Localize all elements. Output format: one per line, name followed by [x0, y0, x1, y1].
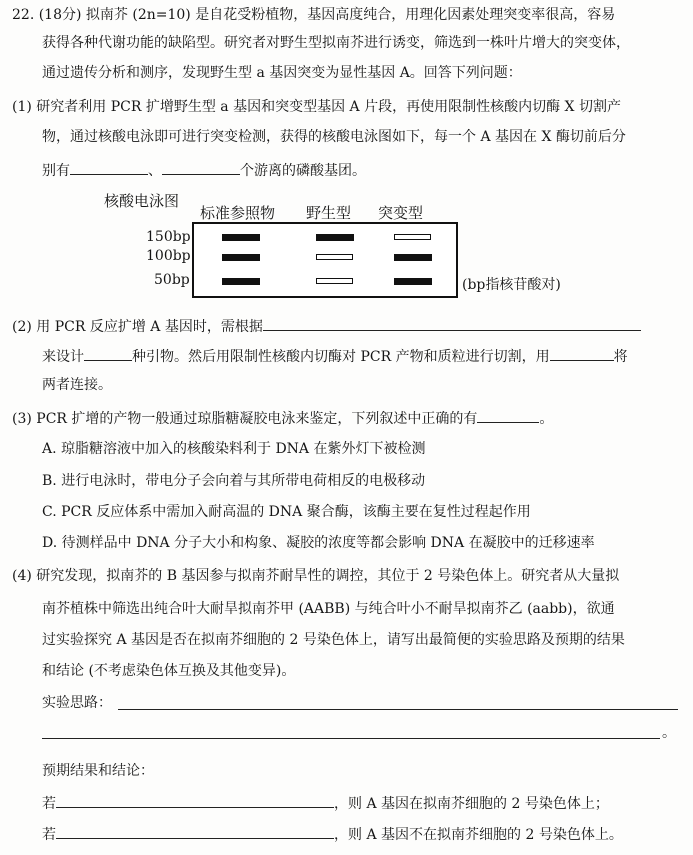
answer-blank-result-1[interactable]	[56, 793, 334, 808]
option-c: C. PCR 反应体系中需加入耐高温的 DNA 聚合酶，该酶主要在复性过程起作用	[42, 504, 531, 520]
option-b: B. 进行电泳时，带电分子会向着与其所带电荷相反的电极移动	[42, 473, 426, 489]
part-4-line-4: 和结论 (不考虑染色体互换及其他变异)。	[42, 663, 296, 679]
band-reference-100	[222, 254, 260, 261]
part-1-line-3: 别有 、 个游离的磷酸基团。	[42, 160, 366, 180]
answer-blank-basis[interactable]	[263, 316, 641, 331]
size-marker-100bp: 100bp	[146, 248, 191, 264]
band-wildtype-100-faint	[316, 254, 353, 260]
band-wildtype-150	[316, 234, 354, 241]
band-reference-50	[222, 278, 260, 285]
size-marker-150bp: 150bp	[146, 229, 191, 245]
result-line-1: 若 ，则 A 基因在拟南芥细胞的 2 号染色体上；	[42, 793, 609, 813]
band-mutant-150-faint	[394, 234, 431, 240]
gel-box	[192, 222, 458, 298]
idea-end-mark: 。	[662, 725, 676, 741]
experiment-idea-label: 实验思路：	[42, 695, 112, 711]
band-mutant-50	[394, 278, 432, 285]
part-4-line-3: 过实验探究 A 基因是否在拟南芥细胞的 2 号染色体上，请写出最简便的实验思路及预期的结果	[42, 632, 625, 648]
question-22-line-2: 获得各种代谢功能的缺陷型。研究者对野生型拟南芥进行诱变，筛选到一株叶片增大的突变体，	[42, 35, 630, 51]
question-22-line-1: 22. (18分) 拟南芥 (2n=10) 是自花受粉植物，基因高度纯合，用理化因素处理突变率很高，容易	[12, 7, 616, 23]
part-2-line-3: 两者连接。	[42, 377, 112, 393]
option-d: D. 待测样品中 DNA 分子大小和构象、凝胶的浓度等都会影响 DNA 在凝胶中的迁移速率	[42, 535, 595, 551]
band-wildtype-50-faint	[316, 278, 353, 284]
answer-line-idea-2[interactable]	[42, 738, 660, 739]
bp-note: (bp指核苷酸对)	[462, 277, 561, 293]
band-mutant-100	[394, 254, 432, 261]
band-reference-150	[222, 234, 260, 241]
part-2-line-2: 来设计 种引物。然后用限制性核酸内切酶对 PCR 产物和质粒进行切割，用 将	[42, 346, 628, 366]
gel-title: 核酸电泳图	[104, 192, 180, 210]
option-a: A. 琼脂糖溶液中加入的核酸染料利于 DNA 在紫外灯下被检测	[42, 441, 426, 457]
lane-label-mutant: 突变型	[378, 204, 424, 222]
part-2-line-1: (2) 用 PCR 反应扩增 A 基因时，需根据	[12, 316, 641, 336]
result-line-2: 若 ，则 A 基因不在拟南芥细胞的 2 号染色体上。	[42, 824, 623, 844]
answer-blank-1[interactable]	[70, 160, 148, 175]
part-1-line-2: 物，通过核酸电泳即可进行突变检测，获得的核酸电泳图如下，每一个 A 基因在 X 酶切前后分	[42, 129, 626, 145]
part-4-line-1: (4) 研究发现，拟南芥的 B 基因参与拟南芥耐旱性的调控，其位于 2 号染色体上。研究者从大量拟	[12, 568, 620, 584]
part-4-line-2: 南芥植株中筛选出纯合叶大耐旱拟南芥甲 (AABB) 与纯合叶小不耐旱拟南芥乙 (aabb)，欲通	[42, 601, 615, 617]
answer-blank-primer-count[interactable]	[84, 346, 132, 361]
answer-blank-choice[interactable]	[477, 408, 539, 423]
lane-label-reference: 标准参照物	[200, 204, 276, 222]
part-1-line-1: (1) 研究者利用 PCR 扩增野生型 a 基因和突变型基因 A 片段，再使用限制性核酸内切酶 X 切割产	[12, 99, 621, 115]
expected-result-label: 预期结果和结论：	[42, 763, 154, 779]
part-3-stem: (3) PCR 扩增的产物一般通过琼脂糖凝胶电泳来鉴定，下列叙述中正确的有 。	[12, 408, 553, 428]
lane-label-wildtype: 野生型	[306, 204, 352, 222]
size-marker-50bp: 50bp	[154, 272, 190, 288]
answer-blank-2[interactable]	[162, 160, 240, 175]
answer-blank-result-2[interactable]	[56, 824, 334, 839]
question-22-line-3: 通过遗传分析和测序，发现野生型 a 基因突变为显性基因 A。回答下列问题：	[42, 65, 522, 81]
answer-blank-ligase[interactable]	[550, 346, 614, 361]
answer-line-idea-1[interactable]	[118, 709, 678, 710]
